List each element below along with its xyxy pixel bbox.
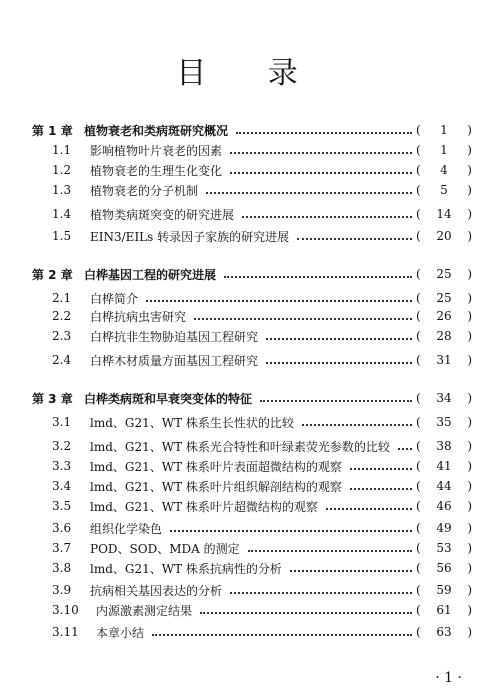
toc-entry-number: 第 3 章 (32, 391, 73, 406)
toc-entry-title: 内源激素测定结果 (96, 603, 193, 618)
close-paren: ) (467, 143, 472, 157)
toc-entry-page (416, 353, 472, 367)
open-paren: ( (416, 561, 421, 575)
toc-entry-title: lmd、G21、WT 株系叶片组织解剖结构的观察 (90, 479, 342, 494)
toc-entry-page (416, 123, 472, 137)
toc-entry-title: 植物衰老和类病斑研究概况 (84, 123, 229, 138)
open-paren: ( (416, 603, 421, 617)
close-paren: ) (467, 267, 472, 281)
close-paren: ) (467, 183, 472, 197)
toc-entry-page (416, 499, 472, 513)
open-paren: ( (416, 291, 421, 305)
toc-entry-number: 3.10 (52, 603, 79, 617)
dot-leader (297, 238, 412, 240)
toc-entry-number: 1.3 (52, 183, 72, 197)
page-number: 53 (436, 541, 452, 555)
open-paren: ( (416, 479, 421, 493)
open-paren: ( (416, 521, 421, 535)
toc-entry-page (416, 479, 472, 493)
dot-leader (230, 172, 412, 174)
dot-leader (248, 550, 412, 552)
open-paren: ( (416, 123, 421, 137)
open-paren: ( (416, 309, 421, 323)
dot-leader (398, 448, 412, 450)
close-paren: ) (467, 123, 472, 137)
toc-entry-title: lmd、G21、WT 株系叶片超微结构的观察 (90, 499, 318, 514)
toc-entry-title: 本章小结 (96, 625, 145, 640)
toc-chapter-entry[interactable] (32, 264, 472, 284)
toc-entry-title: lmd、G21、WT 株系光合特性和叶绿素荧光参数的比较 (90, 439, 390, 454)
toc-entry-title: 植物类病斑突变的研究进展 (90, 207, 235, 222)
toc-entry-title: lmd、G21、WT 株系抗病性的分析 (90, 561, 282, 576)
page-number: 28 (436, 329, 452, 343)
toc-entry-title: lmd、G21、WT 株系生长性状的比较 (90, 415, 294, 430)
toc-entry-number: 1.1 (52, 143, 72, 157)
toc-entry-number: 3.2 (52, 439, 72, 453)
dot-leader (290, 570, 412, 572)
open-paren: ( (416, 353, 421, 367)
open-paren: ( (416, 207, 421, 221)
page-number: 4 (440, 163, 448, 177)
dot-leader (170, 530, 412, 532)
toc-entry-page (416, 309, 472, 323)
open-paren: ( (416, 439, 421, 453)
close-paren: ) (467, 499, 472, 513)
toc-section-entry[interactable] (32, 180, 472, 200)
dot-leader (326, 508, 412, 510)
toc-entry-title: 组织化学染色 (90, 521, 163, 536)
toc-chapter-entry[interactable] (32, 120, 472, 140)
toc-entry-number: 1.4 (52, 207, 72, 221)
open-paren: ( (416, 183, 421, 197)
page-number-footer: · 1 · (435, 670, 462, 686)
page-number: 25 (436, 291, 452, 305)
toc-entry-number: 3.4 (52, 479, 72, 493)
close-paren: ) (467, 229, 472, 243)
toc-section-entry[interactable] (32, 326, 472, 346)
toc-section-entry[interactable] (32, 476, 472, 496)
dot-leader (206, 192, 412, 194)
toc-section-entry[interactable] (32, 538, 472, 558)
toc-section-entry[interactable] (32, 350, 472, 370)
toc-entry-title: 白桦抗病虫害研究 (90, 309, 187, 324)
toc-entry-title: lmd、G21、WT 株系叶片表面超微结构的观察 (90, 459, 342, 474)
toc-chapter-entry[interactable] (32, 388, 472, 408)
toc-entry-title: 白桦抗非生物胁迫基因工程研究 (90, 329, 259, 344)
open-paren: ( (416, 391, 421, 405)
page-number: 46 (436, 499, 452, 513)
page-number: 14 (436, 207, 452, 221)
toc-entry-number: 3.8 (52, 561, 72, 575)
toc-entry-page (416, 583, 472, 597)
dot-leader (224, 276, 412, 278)
toc-entry-page (416, 267, 472, 281)
close-paren: ) (467, 561, 472, 575)
toc-entry-title: POD、SOD、MDA 的测定 (90, 541, 240, 556)
page-number: 49 (436, 521, 452, 535)
close-paren: ) (467, 459, 472, 473)
toc-entry-page (416, 439, 472, 453)
dot-leader (230, 592, 412, 594)
toc-section-entry[interactable] (32, 412, 472, 432)
toc-entry-title: 抗病相关基因表达的分析 (90, 583, 223, 598)
open-paren: ( (416, 541, 421, 555)
dot-leader (266, 362, 412, 364)
toc-entry-title: 植物衰老的分子机制 (90, 183, 199, 198)
page-number: 59 (436, 583, 452, 597)
page-number: 56 (436, 561, 452, 575)
open-paren: ( (416, 267, 421, 281)
toc-entry-page (416, 229, 472, 243)
close-paren: ) (467, 541, 472, 555)
toc-entry-page (416, 415, 472, 429)
toc-entry-title: 白桦类病斑和早衰突变体的特征 (84, 391, 253, 406)
toc-entry-number: 3.3 (52, 459, 72, 473)
page-number: 25 (436, 267, 452, 281)
dot-leader (302, 424, 412, 426)
toc-entry-number: 3.9 (52, 583, 72, 597)
toc-section-entry[interactable] (32, 436, 472, 456)
open-paren: ( (416, 163, 421, 177)
toc-entry-number: 第 2 章 (32, 267, 73, 282)
toc-entry-page (416, 521, 472, 535)
toc-section-entry[interactable] (32, 204, 472, 224)
toc-entry-page (416, 603, 472, 617)
toc-entry-title: EIN3/EILs 转录因子家族的研究进展 (90, 229, 290, 244)
toc-entry-page (416, 163, 472, 177)
toc-entry-page (416, 207, 472, 221)
toc-entry-page (416, 459, 472, 473)
toc-section-entry[interactable] (32, 456, 472, 476)
close-paren: ) (467, 163, 472, 177)
dot-leader (350, 468, 412, 470)
page-number: 61 (436, 603, 452, 617)
close-paren: ) (467, 603, 472, 617)
toc-entry-number: 2.2 (52, 309, 72, 323)
toc-section-entry[interactable] (32, 558, 472, 578)
toc-section-entry[interactable] (32, 160, 472, 180)
dot-leader (146, 300, 412, 302)
open-paren: ( (416, 625, 421, 639)
close-paren: ) (467, 391, 472, 405)
toc-entry-page (416, 541, 472, 555)
toc-section-entry[interactable] (32, 496, 472, 516)
page-number: 44 (436, 479, 452, 493)
page-number: 41 (436, 459, 452, 473)
page-number: 1 (440, 143, 448, 157)
toc-entry-number: 1.5 (52, 229, 72, 243)
page-number: 38 (436, 439, 452, 453)
toc-entry-number: 第 1 章 (32, 123, 73, 138)
page-number: 26 (436, 309, 452, 323)
close-paren: ) (467, 479, 472, 493)
toc-section-entry[interactable] (32, 622, 472, 642)
page-number: 1 (440, 123, 448, 137)
page-number: 5 (440, 183, 448, 197)
dot-leader (236, 132, 412, 134)
toc-entry-page (416, 625, 472, 639)
page-title: 目 录 (176, 56, 324, 91)
toc-entry-title: 白桦木材质量方面基因工程研究 (90, 353, 259, 368)
close-paren: ) (467, 521, 472, 535)
toc-section-entry[interactable] (32, 288, 472, 308)
close-paren: ) (467, 329, 472, 343)
toc-entry-number: 2.3 (52, 329, 72, 343)
dot-leader (266, 338, 412, 340)
open-paren: ( (416, 143, 421, 157)
toc-entry-number: 2.4 (52, 353, 72, 367)
dot-leader (350, 488, 412, 490)
toc-entry-page (416, 291, 472, 305)
close-paren: ) (467, 415, 472, 429)
page-number: 31 (436, 353, 452, 367)
close-paren: ) (467, 439, 472, 453)
toc-section-entry[interactable] (32, 580, 472, 600)
toc-entry-page (416, 561, 472, 575)
toc-entry-number: 3.5 (52, 499, 72, 513)
close-paren: ) (467, 309, 472, 323)
toc-entry-number: 1.2 (52, 163, 72, 177)
toc-entry-page (416, 329, 472, 343)
toc-section-entry[interactable] (32, 140, 472, 160)
toc-section-entry[interactable] (32, 226, 472, 246)
dot-leader (152, 634, 412, 636)
toc-entry-number: 3.11 (52, 625, 79, 639)
page-number: 20 (436, 229, 452, 243)
page-number: 34 (436, 391, 452, 405)
close-paren: ) (467, 353, 472, 367)
dot-leader (194, 318, 412, 320)
dot-leader (200, 612, 412, 614)
toc-entry-page (416, 391, 472, 405)
close-paren: ) (467, 291, 472, 305)
toc-entry-number: 3.1 (52, 415, 72, 429)
open-paren: ( (416, 229, 421, 243)
toc-entry-title: 植物衰老的生理生化变化 (90, 163, 223, 178)
open-paren: ( (416, 329, 421, 343)
toc-section-entry[interactable] (32, 518, 472, 538)
open-paren: ( (416, 459, 421, 473)
toc-entry-title: 白桦简介 (90, 291, 139, 306)
dot-leader (230, 152, 412, 154)
close-paren: ) (467, 583, 472, 597)
dot-leader (242, 216, 412, 218)
close-paren: ) (467, 207, 472, 221)
toc-entry-page (416, 183, 472, 197)
toc-entry-number: 3.7 (52, 541, 72, 555)
toc-section-entry[interactable] (32, 306, 472, 326)
toc-entry-title: 影响植物叶片衰老的因素 (90, 143, 223, 158)
open-paren: ( (416, 415, 421, 429)
open-paren: ( (416, 499, 421, 513)
page-number: 63 (436, 625, 452, 639)
close-paren: ) (467, 625, 472, 639)
toc-entry-page (416, 143, 472, 157)
toc-entry-number: 2.1 (52, 291, 72, 305)
toc-section-entry[interactable] (32, 600, 472, 620)
toc-entry-number: 3.6 (52, 521, 72, 535)
toc-entry-title: 白桦基因工程的研究进展 (84, 267, 217, 282)
dot-leader (260, 400, 412, 402)
open-paren: ( (416, 583, 421, 597)
page-number: 35 (436, 415, 452, 429)
